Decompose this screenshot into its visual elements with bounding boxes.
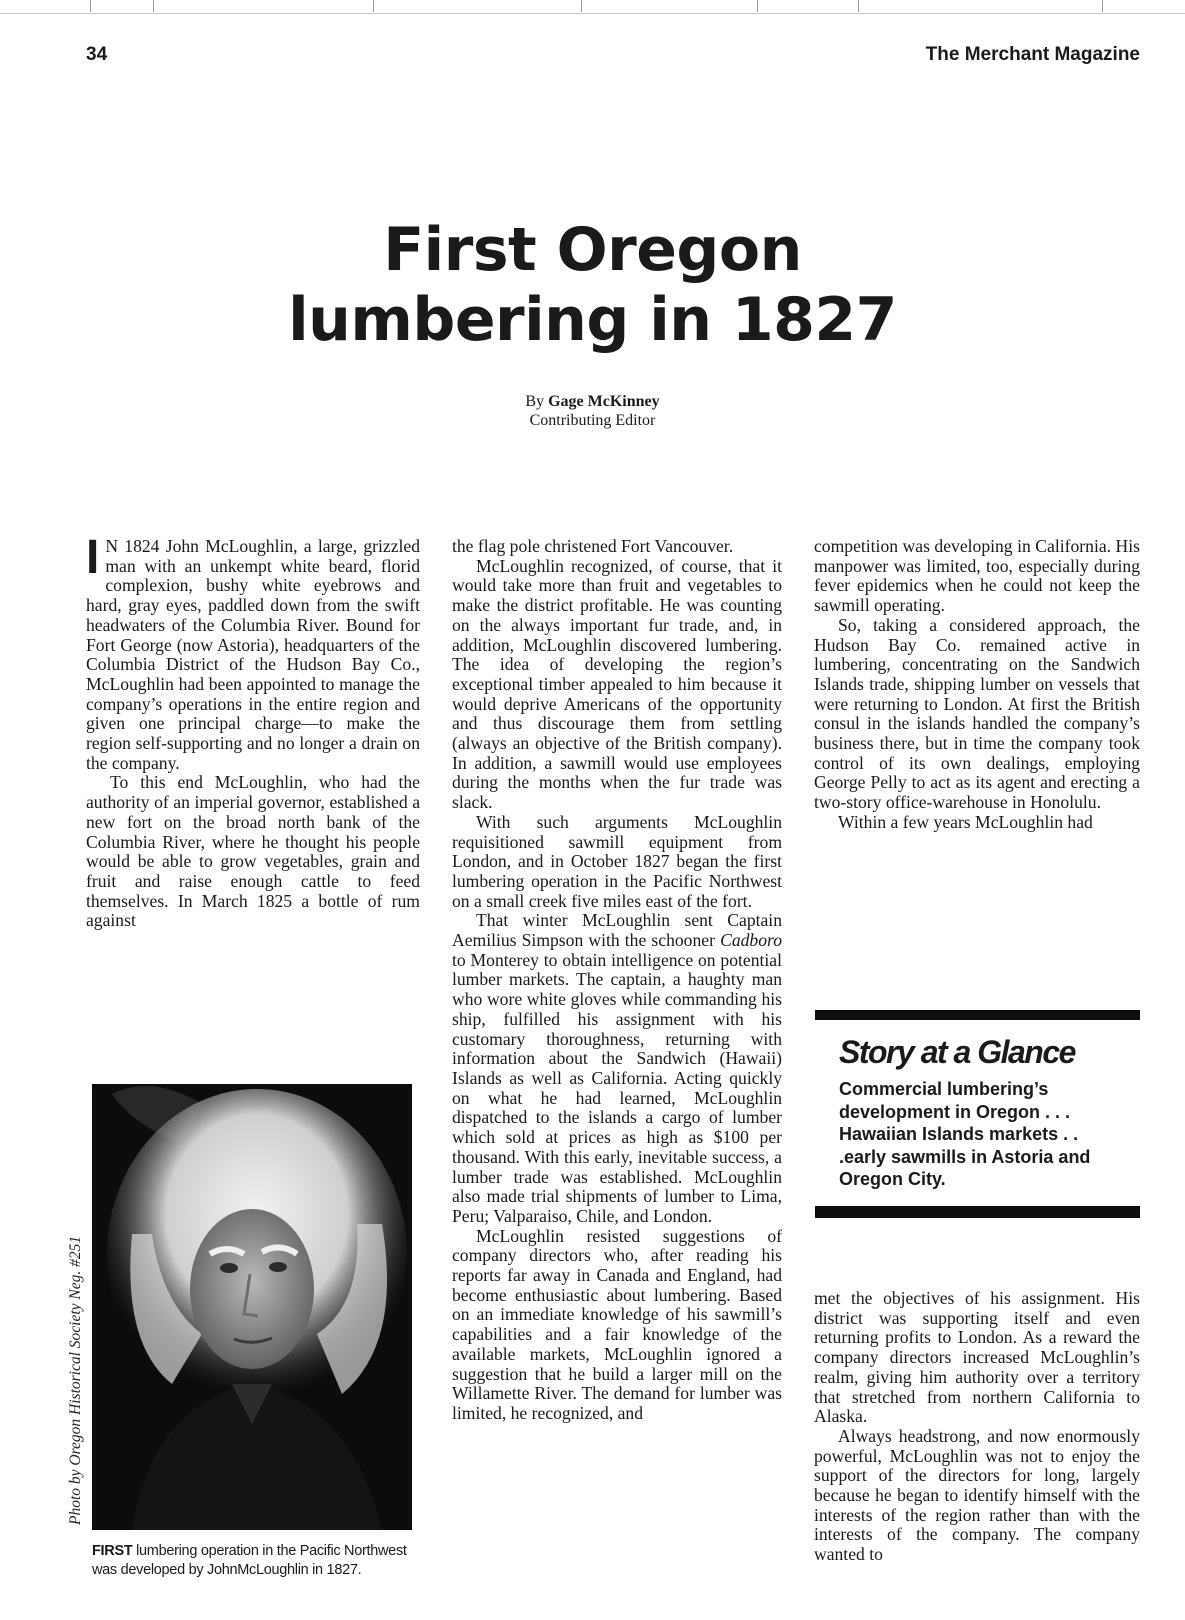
drop-cap: I — [86, 531, 100, 584]
paragraph: competition was developing in California. His manpower was limited, too, especially during fever epidemics when he could not keep the sawmill operating. — [814, 536, 1140, 616]
registration-tick — [858, 0, 859, 12]
registration-tick — [373, 0, 374, 12]
paragraph: With such arguments McLoughlin requisitioned sawmill equipment from London, and in October 1827 began the first lumbering operation in the Pacific Northwest on a small creek five miles east of the fort. — [452, 811, 782, 911]
story-at-a-glance-box — [815, 1010, 1140, 1212]
registration-tick — [153, 0, 154, 12]
sidebar-rule-top — [815, 1010, 1140, 1020]
registration-tick — [1102, 0, 1103, 12]
body-column-2 — [452, 537, 782, 1424]
paragraph: Within a few years McLoughlin had — [838, 811, 1093, 832]
sidebar-title: Story at a Glance — [839, 1034, 1075, 1070]
caption-text: lumbering operation in the Pacific Northwest was developed by JohnMcLoughlin in 1827. — [92, 1543, 407, 1578]
paragraph: McLoughlin resisted suggestions of company directors who, after reading his reports far away in Canada and England, had become enthusiastic about lumbering. Based on an immediate knowledge of his sawmill’s capabilities and a fair knowledge of the available markets, McLoughlin ignored a suggestion that he build a larger mill on the Willamette River. The demand for lumber was limited, he recognized, and — [452, 1225, 782, 1423]
paragraph: Always headstrong, and now enormously powerful, McLoughlin was not to enjoy the support of the directors for long, largely because he began to identify himself with the interests of the region rather than with the interests of the company. The company wanted to — [814, 1425, 1140, 1565]
paragraph-text: N 1824 John McLoughlin, a large, grizzled man with an unkempt white beard, florid complexion, bushy white eyebrows and hard, gray eyes, paddled down from the swift headwaters of the Columbia River. Bound for Fort George (now Astoria), headquarters of the Columbia District of the Hudson Bay Co., McLoughlin had been appointed to manage the company’s operations in the entire region and given one principal charge—to make the region self-supporting and no longer a drain on the company. — [86, 536, 420, 773]
paragraph: McLoughlin recognized, of course, that it would take more than fruit and vegetables to make the district profitable. He was counting on the always important fur trade, and, in addition, McLoughlin discovered lumbering. The idea of developing the region’s exceptional timber appealed to him because it would deprive Americans of the opportunity and thus discourage them from settling (always an objective of the British company). In addition, a sawmill would use employees during the months when the fur trade was slack. — [452, 555, 782, 813]
caption-lead: FIRST — [92, 1543, 133, 1559]
paragraph-text: That winter McLoughlin sent Captain Aemilius Simpson with the schooner — [452, 910, 782, 951]
sidebar-rule-bottom — [815, 1206, 1140, 1218]
paragraph: met the objectives of his assignment. His district was supporting itself and even returning profits to London. As a reward the company directors increased McLoughlin’s realm, giving him authority over a territory that stretched from northern California to Alaska. — [814, 1288, 1140, 1427]
title-line-2: lumbering in 1827 — [288, 285, 897, 355]
registration-strip — [0, 0, 1185, 14]
magazine-name: The Merchant Magazine — [925, 44, 1140, 65]
byline-prefix: By — [525, 393, 545, 410]
body-column-1 — [86, 531, 420, 931]
paragraph: So, taking a considered approach, the Hudson Bay Co. remained active in lumbering, concentrating on the Sandwich Islands trade, shipping lumber on vessels that were returning to London. At first the British consul in the islands handled the company’s business there, but in time the company took control of its own dealings, employing George Pelly to act as its agent and erecting a two-story office-warehouse in Honolulu. — [814, 614, 1140, 813]
author-role: Contributing Editor — [529, 412, 656, 429]
author-name: Gage McKinney — [548, 393, 660, 410]
paragraph-text: to Monterey to obtain intelligence on potential lumber markets. The captain, a haughty man who wore white gloves while commanding his ship, fulfilled his assignment with his customary thoroughness, returning with information about the Sandwich (Hawaii) Islands as well as California. Acting quickly on what he had learned, McLoughlin dispatched to the islands a cargo of lumber which sold at prices as high as $100 per thousand. With this early, inevitable success, a lumber trade was established. McLoughlin also made trial shipments of lumber to Lima, Peru; Valparaiso, Chile, and London. — [452, 949, 782, 1226]
ship-name: Cadboro — [720, 930, 782, 951]
sidebar-text: Commercial lumbering’s development in Oregon . . . Hawaiian Islands markets . . .early sawmills in Astoria and Oregon City. — [839, 1079, 1091, 1189]
registration-tick — [581, 0, 582, 12]
paragraph — [452, 911, 782, 1226]
paragraph: the flag pole christened Fort Vancouver. — [452, 536, 734, 556]
body-column-3 — [814, 537, 1140, 833]
article-title — [0, 215, 1185, 355]
registration-tick — [90, 0, 91, 12]
registration-tick — [757, 0, 758, 12]
body-column-3-continued — [814, 1289, 1140, 1565]
photo-credit: Photo by Oregon Historical Society Neg. #251 — [67, 1235, 84, 1525]
page-number: 34 — [86, 44, 108, 65]
photo-caption — [92, 1542, 418, 1580]
title-line-1: First Oregon — [383, 215, 802, 285]
portrait-illustration — [92, 1084, 412, 1530]
portrait-photo — [92, 1084, 412, 1530]
paragraph — [86, 531, 420, 773]
paragraph: To this end McLoughlin, who had the authority of an imperial governor, established a new fort on the broad north bank of the Columbia River, where he thought his people would be able to grow vegetables, grain and fruit and raise enough cattle to feed themselves. In March 1825 a bottle of rum against — [86, 772, 420, 931]
byline — [0, 392, 1185, 430]
